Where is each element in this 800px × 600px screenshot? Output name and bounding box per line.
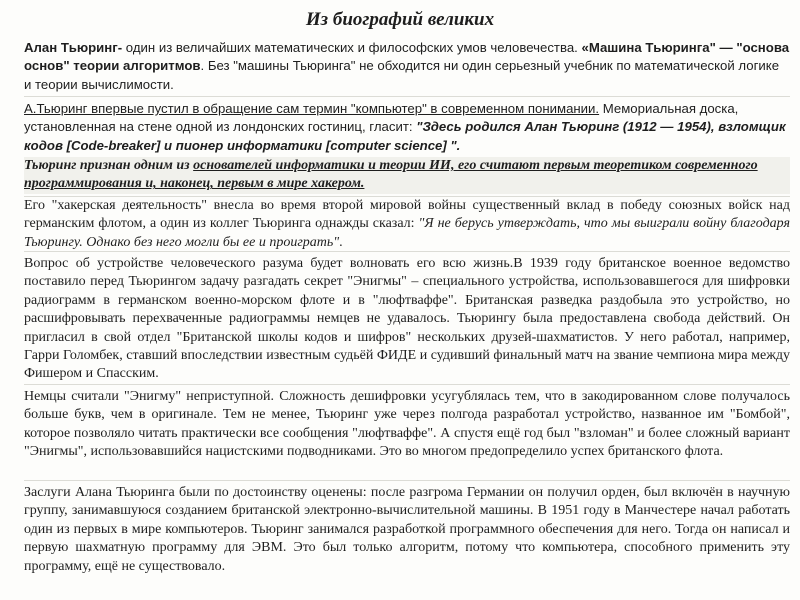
paragraph-founder [24, 157, 790, 194]
paragraph-recognition: Заслуги Алана Тьюринга были по достоинству оценены: после разгрома Германии он получил орден, был включён в научную группу, занимавшуюся созданием британской электронно-вычислительной машины. В 1951 году в Манчестере начал работать один из первых в мире компьютеров. Тьюринг занимался разработкой программного обеспечения для него. Тогда он написал и первую шахматную программу для ЭВМ. Это был только алгоритм, потому что компьютера, способного применить эту программу, ещё не существовало. [24, 485, 790, 574]
paragraph-intro [24, 39, 790, 94]
colleague-quote: "Я не берусь утверждать, что мы выиграли войну благодаря Тьюрингу. Однако без него могли бы ее и проиграть" [24, 216, 790, 250]
paragraph-enigma: Вопрос об устройстве человеческого разума будет волновать его всю жизнь.В 1939 году британское военное ведомство поставило перед Тьюрингом задачу разгадать секрет "Энигмы" – специального устройства, использовавшегося для шифровки радиограмм в германском военно-морском флоте и в "люфтваффе". Британская разведка раздобыла это устройство, но расшифровывать перехваченные радиограммы немцев не удавалось. Тьюрингу была предоставлена свобода действий. Он пригласил в свой отдел "Британской школы кодов и шифров" нескольких друзей-шахматистов. У него работал, например, Гарри Голомбек, ставший впоследствии известным судьёй ФИДЕ и судивший финальный матч на звание чемпиона мира между Фишером и Спасским. [24, 256, 790, 382]
paragraph-hacker [24, 197, 790, 252]
divider [24, 251, 790, 252]
hacker-text: Его "хакерская деятельность" внесла во время второй мировой войны существенный вклад в победу союзных войск над германским флотом, а один из коллег Тьюринга однажды сказал: [24, 198, 790, 232]
intro-tail: . Без "машины Тьюринга" не обходится ни один серьезный учебник по математической логике и теории вычислимост​и. [24, 58, 780, 92]
page-title: Из биографий великих [305, 9, 495, 30]
divider [24, 480, 790, 481]
divider [24, 384, 790, 385]
divider [24, 96, 790, 97]
computer-term-text: А.Тьюринг впервые пустил в обращение сам термин "компьютер" в современном понимании. [24, 101, 600, 116]
memorial-quote: "Здесь родился Алан Тьюринг (1912 — 1954), взломщик кодов [Code-breaker] и пионер информатики [comp​uter science] ". [24, 119, 786, 153]
turing-machine-term: «Машина Тьюринга" [581, 40, 716, 55]
founder-intro: Тьюринг признан одним из [24, 158, 194, 173]
paragraph-bombe: Немцы считали "Энигму" неприступной. Сложность дешифровки усугублялась тем, что в закодированном слове получалось больше букв, чем в оригинале. Тем не менее, Тьюринг уже через полгода разработал устройство, названное им "Бомбой", которое позволяло читать практически все сообщения "люфтваффе". А спустя ещё год был "взломан" и более сложный вариант "Энигмы", использовавшийся нацистскими подводниками. Это во многом предопределило успех британского флота. [24, 389, 790, 460]
turing-name: Алан Тьюринг- [24, 40, 123, 55]
paragraph-computer-term [24, 100, 790, 155]
theory-basis-text: — "основа основ" теории алгоритмов [24, 40, 790, 74]
memorial-text: Мемориальная доска, установленная на стене одной из лондонских гостиниц, гласит: [24, 101, 739, 135]
hacker-tail: . [339, 234, 343, 250]
founder-text: основателей информатики и теории ИИ, его считают первым теоретиком современного программирования и, наконец, первым в мире хакером. [24, 158, 758, 192]
intro-text: один из величайших математических и философских умов человечества. [122, 40, 582, 55]
